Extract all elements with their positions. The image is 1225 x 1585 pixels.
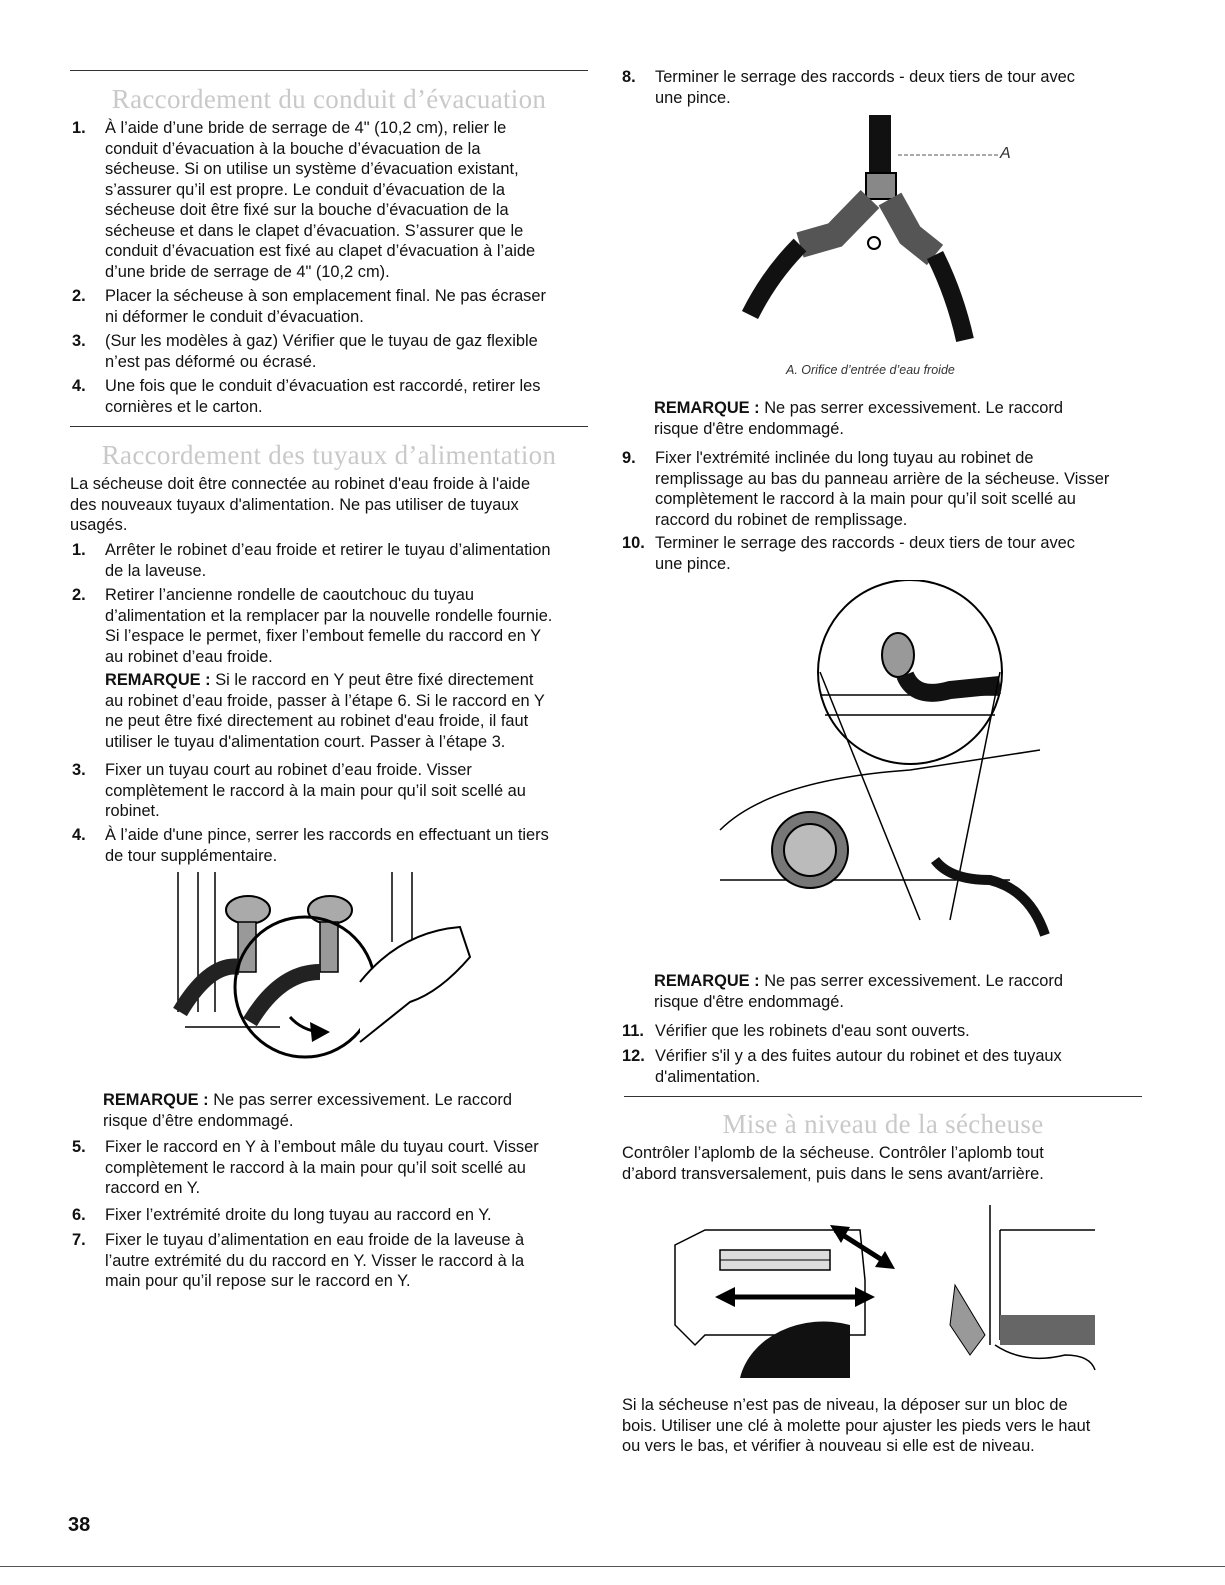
figure-caption: A. Orifice d’entrée d’eau froide	[786, 363, 955, 377]
step-number: 5.	[72, 1138, 86, 1156]
step-number: 6.	[72, 1206, 86, 1224]
note-text: Ne pas serrer excessivement. Le raccord risque d'être endommagé.	[654, 972, 1063, 1011]
heading-exhaust: Raccordement du conduit d’évacuation	[111, 84, 547, 114]
step-text: Vérifier s'il y a des fuites autour du robinet et des tuyaux d'alimentation.	[655, 1047, 1062, 1086]
step-number: 4.	[72, 826, 86, 844]
step-text: Fixer le raccord en Y à l’embout mâle du tuyau court. Visser complètement le raccord à la main pour qu’il soit scellé au raccord en Y.	[105, 1138, 539, 1197]
step-text: Terminer le serrage des raccords - deux tiers de tour avec une pince.	[655, 68, 1075, 107]
outro-leveling: Si la sécheuse n’est pas de niveau, la déposer sur un bloc de bois. Utiliser une clé à molette pour ajuster les pieds vers le haut ou vers le bas, et vérifier à nouveau si elle est de niveau.	[622, 1396, 1091, 1455]
step-number: 8.	[622, 68, 636, 86]
list-item	[72, 118, 592, 283]
note-text: Si le raccord en Y peut être fixé directement au robinet d’eau froide, passer à l’étape 6. Si le raccord en Y ne peut être fixé directement au robinet d'eau froide, il faut utiliser le tuyau d'alimentation court. Passer à l’étape 3.	[105, 671, 545, 751]
step-number: 1.	[72, 541, 86, 559]
step-number: 12.	[622, 1047, 645, 1065]
step-number: 9.	[622, 449, 636, 467]
note-text: Ne pas serrer excessivement. Le raccord risque d'être endommagé.	[654, 399, 1063, 438]
step-number: 10.	[622, 534, 645, 552]
step-text: Une fois que le conduit d’évacuation est raccordé, retirer les cornières et le carton.	[105, 377, 541, 416]
step-number: 1.	[72, 119, 86, 137]
rule-section3	[624, 1096, 1142, 1097]
note-ytap	[105, 670, 595, 752]
note-label: REMARQUE :	[105, 671, 211, 689]
note-overtighten-right2	[654, 971, 1144, 1012]
step-number: 3.	[72, 761, 86, 779]
note-overtighten-right1	[654, 398, 1144, 439]
callout-a: A	[1000, 145, 1011, 162]
step-text: Retirer l’ancienne rondelle de caoutchouc du tuyau d’alimentation et la remplacer par la nouvelle rondelle fournie. Si l’espace le permet, fixer l’embout femelle du raccord en Y au robinet d’eau froide.	[105, 586, 553, 666]
intro-leveling: Contrôler l’aplomb de la sécheuse. Contrôler l’aplomb tout d’abord transversalement, puis dans le sens avant/arrière.	[622, 1144, 1044, 1183]
note-text: Ne pas serrer excessivement. Le raccord risque d’être endommagé.	[103, 1091, 512, 1130]
leveling-illustration	[665, 1205, 1105, 1380]
step-number: 2.	[72, 586, 86, 604]
step-text: Fixer l'extrémité inclinée du long tuyau au robinet de remplissage au bas du panneau arrière de la sécheuse. Visser complètement le raccord à la main pour qu’il soit scellé au raccord du robinet de remplissage.	[655, 449, 1110, 529]
step-text: Fixer un tuyau court au robinet d’eau froide. Visser complètement le raccord à la main pour qu’il soit scellé au robinet.	[105, 761, 526, 820]
step-text: Arrêter le robinet d’eau froide et retirer le tuyau d’alimentation de la laveuse.	[105, 541, 551, 580]
y-connector-illustration	[740, 115, 1040, 355]
step-number: 4.	[72, 377, 86, 395]
bottom-rule	[0, 1566, 1225, 1567]
step-text: Terminer le serrage des raccords - deux tiers de tour avec une pince.	[655, 534, 1075, 573]
step-number: 2.	[72, 287, 86, 305]
rule-top-left	[70, 70, 588, 71]
page-number: 38	[68, 1514, 91, 1536]
fill-valve-illustration	[710, 580, 1050, 950]
note-label: REMARQUE :	[654, 972, 760, 990]
step-text: Fixer l’extrémité droite du long tuyau au raccord en Y.	[105, 1206, 492, 1224]
heading-leveling: Mise à niveau de la sécheuse	[722, 1109, 1044, 1139]
step-number: 3.	[72, 332, 86, 350]
step-text: (Sur les modèles à gaz) Vérifier que le tuyau de gaz flexible n’est pas déformé ou écrasé.	[105, 332, 538, 371]
step-text: À l’aide d'une pince, serrer les raccords en effectuant un tiers de tour supplémentaire.	[105, 826, 549, 865]
step-number: 7.	[72, 1231, 86, 1249]
rule-section2	[70, 426, 588, 427]
step-text: À l’aide d’une bride de serrage de 4" (10,2 cm), relier le conduit d’évacuation à la bouche d’évacuation de la sécheuse. Si on utilise un système d’évacuation existant, s’assurer qu’il est propre. Le conduit d’évacuation de la sécheuse doit être fixé sur la bouche d’évacuation de la sécheuse et dans le clapet d’évacuation. S’assurer que le conduit d’évacuation est fixé au clapet d’évacuation à l’aide d’une bride de serrage de 4" (10,2 cm).	[105, 119, 536, 281]
faucet-pliers-illustration	[170, 872, 500, 1072]
note-overtighten-left	[103, 1090, 593, 1131]
step-text: Fixer le tuyau d’alimentation en eau froide de la laveuse à l’autre extrémité du du raccord en Y. Visser le raccord à la main pour qu’il repose sur le raccord en Y.	[105, 1231, 525, 1290]
step-text: Placer la sécheuse à son emplacement final. Ne pas écraser ni déformer le conduit d’évacuation.	[105, 287, 546, 326]
intro-supply: La sécheuse doit être connectée au robinet d'eau froide à l'aide des nouveaux tuyaux d'alimentation. Ne pas utiliser de tuyaux usagés.	[70, 475, 531, 534]
note-label: REMARQUE :	[654, 399, 760, 417]
heading-supply: Raccordement des tuyaux d’alimentation	[101, 440, 557, 470]
note-label: REMARQUE :	[103, 1091, 209, 1109]
step-number: 11.	[622, 1022, 644, 1040]
step-text: Vérifier que les robinets d'eau sont ouverts.	[655, 1022, 970, 1040]
